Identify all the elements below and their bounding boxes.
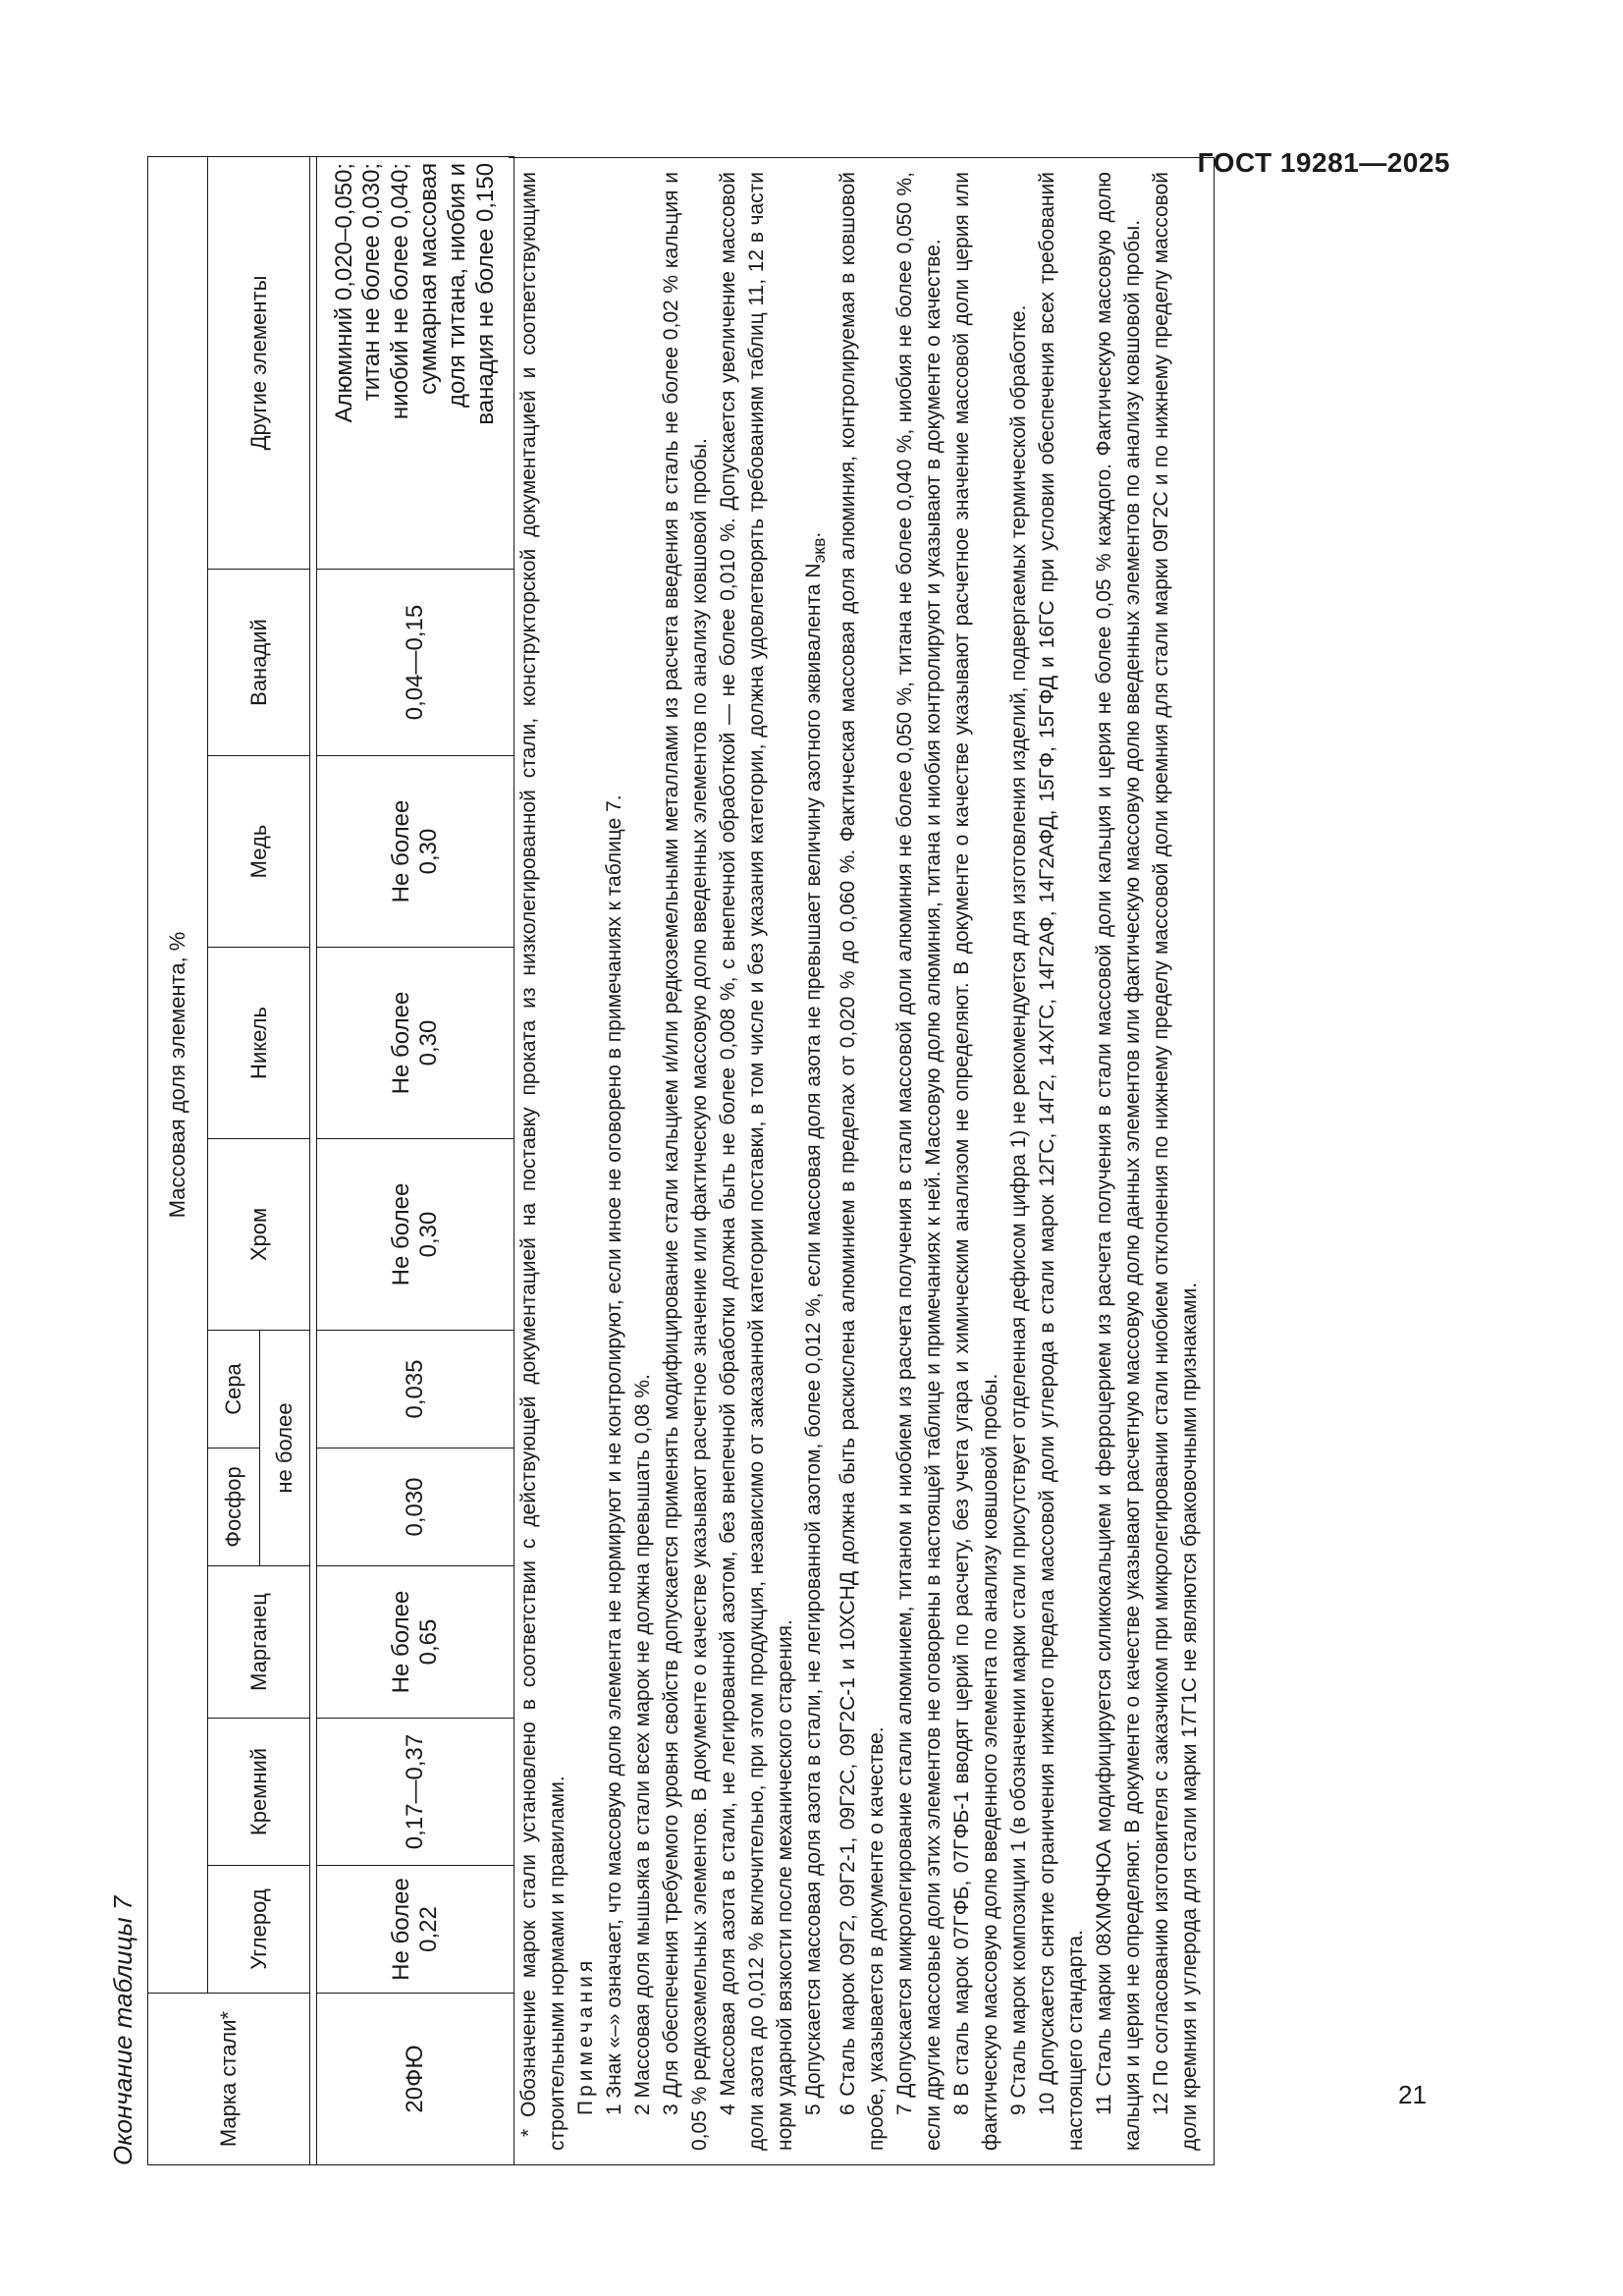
header-vanadium: Ванадий (208, 570, 310, 756)
header-mass-fraction: Массовая доля элемента, % (148, 156, 208, 1993)
note-3: 3 Для обеспечения требуемого уровня свойств допускается применять модифицирование стали кальцием и/или редкоземельными металлами из расчета введения в сталь не более 0,02 % кальция и 0,05 % редкоземельных элементов. В документе о качестве указывают расчетное значение или фактическую массовую долю введенных элементов по анализу ковшовой пробы. (660, 172, 711, 2151)
note-4: 4 Массовая доля азота в стали, не легированной азотом, без внепечной обработки должна быть не более 0,008 %, с внепечной обработкой — не более 0,010 %. Допускается увеличение массовой доли азота до 0,012 % включительно, при этом продукция, независимо от заказанной категории поставки, в том числе и без указания категории, должна удовлетворять требованиям таблиц 11, 12 в части норм ударной вязкости после механического старения. (717, 172, 796, 2151)
cell-grade: 20ФЮ (317, 1994, 514, 2165)
header-phosphorus: Фосфор (208, 1449, 260, 1566)
notes-heading: Примечания (574, 1956, 597, 2115)
cell-phosphorus: 0,030 (317, 1449, 514, 1566)
header-chromium: Хром (208, 1139, 310, 1331)
header-other-elements: Другие элементы (208, 156, 310, 569)
note-7: 7 Допускается микролегирование стали алюминием, титаном и ниобием из расчета получения в стали массовой доли алюминия не более 0,050 %, титана не более 0,040 %, ниобия не более 0,050 %, если другие массовые доли этих элементов не оговорены в настоящей таблице и примечаниях к ней. Массовую долю алюминия, титана и ниобия контролируют и указывают в документе о качестве. (893, 172, 946, 2151)
note-12: 12 По согласованию изготовителя с заказчиком при микролегировании стали ниобием отклонения по нижнему пределу массовой доли кремния для стали марки 09Г2С и по нижнему пределу массовой доли кремния и углерода для стали марки 17Г1С не являются браковочными признаками. (1150, 172, 1202, 2151)
header-nickel: Никель (208, 948, 310, 1139)
note-2: 2 Массовая доля мышьяка в стали всех марок не должна превышать 0,08 %. (631, 1374, 654, 2115)
cell-nickel: Не более 0,30 (317, 948, 514, 1139)
cell-sulfur: 0,035 (317, 1331, 514, 1449)
cell-carbon: Не более 0,22 (317, 1866, 514, 1994)
cell-manganese: Не более 0,65 (317, 1566, 514, 1719)
table-notes (509, 157, 1215, 2165)
note-6: 6 Сталь марок 09Г2, 09Г2-1, 09Г2С, 09Г2С-1 и 10ХСНД должна быть раскислена алюминием в пределах от 0,020 % до 0,060 %. Фактическая массовая доля алюминия, контролируемая в ковшовой пробе, указывается в документе о качестве. (837, 172, 889, 2151)
header-sulfur: Сера (208, 1331, 260, 1449)
note-1: 1 Знак «–» означает, что массовую долю элемента не нормируют и не контролируют, если иное не оговорено в примечаниях к таблице 7. (603, 794, 625, 2115)
table-row (317, 156, 514, 2164)
header-carbon: Углерод (208, 1866, 310, 1994)
note-9: 9 Сталь марок композиции 1 (в обозначении марки стали присутствует отделенная дефисом цифра 1) не рекомендуется для изготовления изделий, подвергаемых термической обработке. (1007, 304, 1031, 2115)
document-code: ГОСТ 19281—2025 (1197, 147, 1450, 178)
note-10: 10 Допускается снятие ограничения нижнего предела массовой доли углерода в стали марок 12ГС, 14Г2, 14ХГС, 14Г2АФ, 14Г2АФД, 15ГФ, 15ГФД и 16ГС при условии обеспечения всех требований настоящего стандарта. (1036, 172, 1088, 2151)
chemical-composition-table (147, 156, 514, 2165)
note-8: 8 В сталь марок 07ГФБ, 07ГФБ-1 вводят церий по расчету, без учета угара и химическим анализом не определяют. В документе о качестве указывают расчетное значение массовой доли церия или фактическую массовую долю введенного элемента по анализу ковшовой пробы. (950, 172, 1002, 2151)
note-5: 5 Допускается массовая доля азота в стали, не легированной азотом, более 0,012 %, если массовая доля азота не превышает величину азотного эквивалента $N_{экв}$. (802, 531, 830, 2115)
note-11: 11 Сталь марки 08ХМФЧЮА модифицируется силикокальцием и ферроцерием из расчета получения в стали массовой доли кальция и церия не более 0,05 % каждого. Фактическую массовую долю кальция и церия не определяют. В документе о качестве указывают расчетную массовую долю данных элементов или фактическую массовую долю введенных элементов по анализу ковшовой пробы. (1093, 172, 1145, 2151)
header-steel-grade: Марка стали* (148, 1994, 310, 2165)
cell-vanadium: 0,04—0,15 (317, 570, 514, 756)
table-caption: Окончание таблицы 7 (108, 1895, 137, 2165)
page-number: 21 (1398, 2080, 1427, 2109)
cell-chromium: Не более 0,30 (317, 1139, 514, 1331)
footnote: * Обозначение марок стали установлено в соответствии с действующей документацией на поставку проката из низколегированной стали, конструкторской документацией и соответствующими строительными нормами и правилами. (517, 172, 568, 2151)
cell-silicon: 0,17—0,37 (317, 1719, 514, 1866)
header-no-more: не более (260, 1331, 310, 1566)
rotated-page-content (108, 157, 1463, 2165)
header-silicon: Кремний (208, 1719, 310, 1866)
header-manganese: Марганец (208, 1566, 310, 1719)
cell-copper: Не более 0,30 (317, 756, 514, 948)
header-copper: Медь (208, 756, 310, 948)
cell-other-elements: Алюминий 0,020–0,050; титан не более 0,030; ниобий не более 0,040; суммарная массовая доля титана, ниобия и ванадия не более 0,150 (317, 156, 514, 569)
